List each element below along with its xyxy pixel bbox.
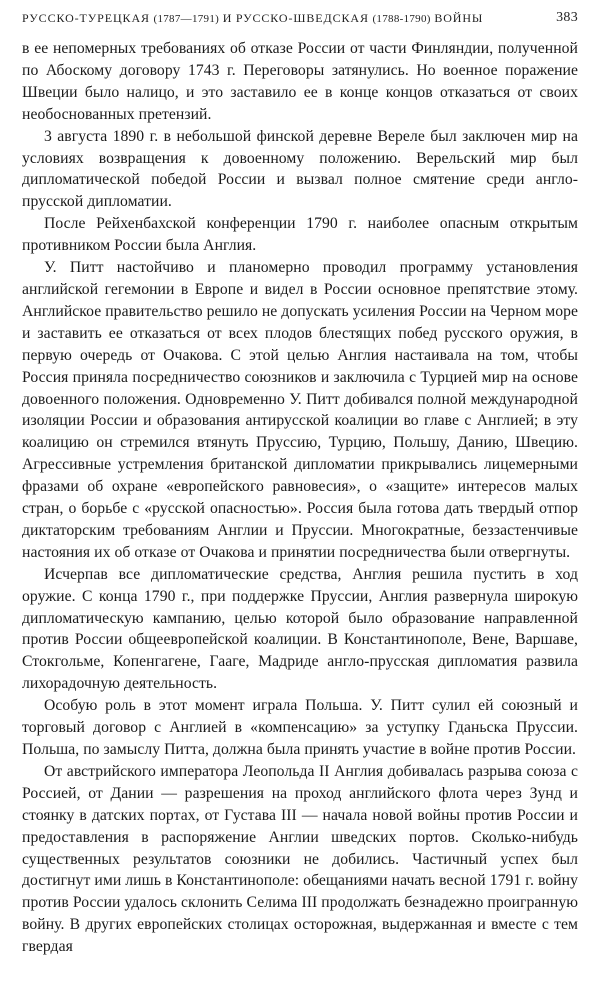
paragraph-continued: в ее непомерных требованиях об отказе России от части Финляндии, полученной по Абоскому договору 1743 г. Переговоры затянулись. Но военное поражение Швеции было налицо, и это заставило ее в конце концов отказаться от своих необоснованных претензий. [22,40,578,123]
running-title-years1: (1787—1791) [153,13,220,25]
running-title-part2: РУССКО-ШВЕДСКАЯ [235,11,369,25]
page-number: 383 [556,10,578,25]
paragraph: После Рейхенбахской конференции 1790 г. наиболее опасным открытым противником России была Англия. [22,215,578,255]
running-title-conjunction: И [222,11,233,25]
paragraph: От австрийского императора Леопольда II Англия добивалась разрыва союза с Россией, от Дании — разрешения на проход английского флота через Зунд и стоянку в датских портах, от Густава III — начала новой войны против России и предоставления в распоряжение Англии шведских портов. Сколько-нибудь существенных результатов союзники не добились. Частичный успех был достигнут ими лишь в Константинополе: обещаниями начать весной 1791 г. войну против России удалось склонить Селима III продолжать безнадежно проигранную войну. В других европейских столицах осторожная, выдержанная и вместе с тем гвердая [22,762,578,956]
paragraph: У. Питт настойчиво и планомерно проводил программу установления английской гегемонии в Европе и видел в России основное препятствие этому. Английское правительство решило не допускать усиления России на Черном море и заставить ее отказаться от всех плодов блестящих побед русского оружия, в первую очередь от Очакова. С этой целью Англия настаивала на том, чтобы Россия приняла посредничество союзников и заключила с Турцией мир на основе довоенного положения. Одновременно У. Питт добивался полной международной изоляции России и образования антирусской коалиции во главе с Англией; в эту коалицию он стремился втянуть Пруссию, Турцию, Польшу, Данию, Швецию. Агрессивные устремления британской дипломатии прикрывались лицемерными фразами об охране «европейского равновесия», о «защите» интересов малых стран, о борьбе с «русской опасностью». Россия была готова дать твердый отпор диктаторским требованиям Англии и Пруссии. Многократные, беззастенчивые настояния их об отказе от Очакова и принятии посредничества были отвергнуты. [22,259,578,561]
text-body [22,38,578,958]
running-title-years2: (1788-1790) [372,13,431,25]
paragraph: Особую роль в этот момент играла Польша. У. Питт сулил ей союзный и торговый договор с Англией в «компенсацию» за уступку Гданьска Пруссии. Польша, по замыслу Питта, должна была принять участие в войне против России. [22,697,578,758]
paragraph: 3 августа 1890 г. в небольшой финской деревне Вереле был заключен мир на условиях возвращения к довоенному положению. Верельский мир был дипломатической победой России и вызвал полное смятение среди англо-прусской дипломатии. [22,127,578,211]
running-title [22,10,483,26]
running-title-part1: РУССКО-ТУРЕЦКАЯ [22,11,150,25]
paragraph: Исчерпав все дипломатические средства, Англия решила пустить в ход оружие. С конца 1790 г., при поддержке Пруссии, Англия развернула широкую дипломатическую кампанию, целью которой было образование направленной против России общеевропейской коалиции. В Константинополе, Вене, Варшаве, Стокгольме, Копенгагене, Гааге, Мадриде англо-прусская дипломатия развила лихорадочную деятельность. [22,565,578,693]
running-title-part3: ВОЙНЫ [434,11,484,25]
running-head [22,10,578,34]
